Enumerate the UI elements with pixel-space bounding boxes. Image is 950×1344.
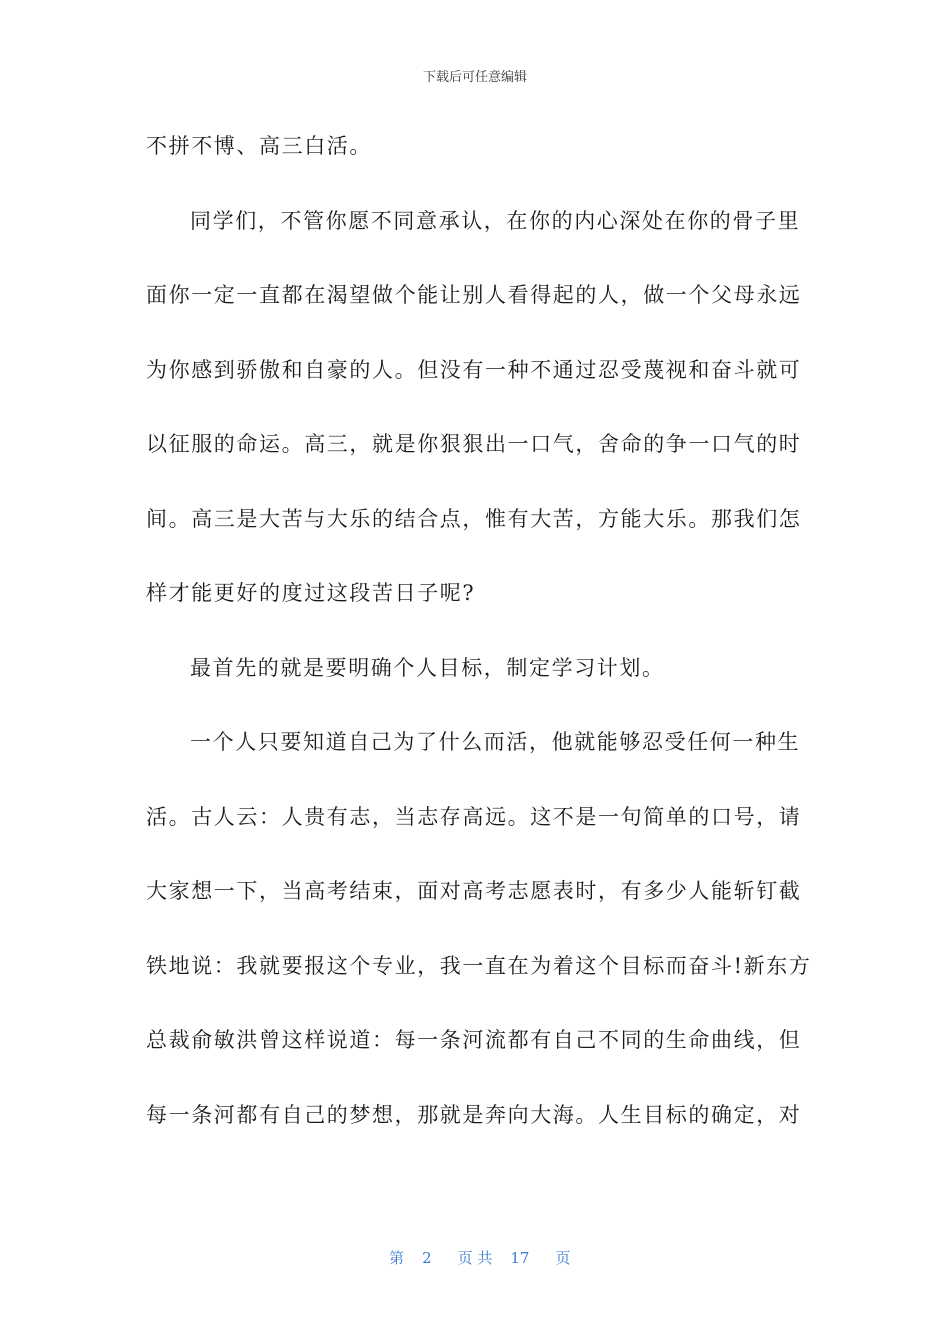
text-line: 大家想一下，当高考结束，面对高考志愿表时，有多少人能斩钉截 (146, 879, 802, 903)
paragraph-first-line: 一个人只要知道自己为了什么而活，他就能够忍受任何一种生 (190, 730, 801, 754)
text-line: 以征服的命运。高三，就是你狠狠出一口气，舍命的争一口气的时 (146, 432, 802, 456)
text-line: 样才能更好的度过这段苦日子呢? (146, 581, 476, 605)
text-line: 面你一定一直都在渴望做个能让别人看得起的人，做一个父母永远 (146, 283, 802, 307)
text-line: 铁地说：我就要报这个专业，我一直在为着这个目标而奋斗!新东方 (146, 953, 812, 978)
current-page-number: 2 (422, 1249, 432, 1267)
text-line: 每一条河都有自己的梦想，那就是奔向大海。人生目标的确定，对 (146, 1102, 802, 1127)
document-body (146, 128, 812, 1171)
paragraph-first-line: 同学们，不管你愿不同意承认，在你的内心深处在你的骨子里 (190, 208, 801, 233)
footer-suffix: 页 (555, 1249, 571, 1267)
paragraph-first-line: 最首先的就是要明确个人目标，制定学习计划。 (190, 655, 665, 680)
text-line: 不拼不博、高三白活。 (146, 134, 372, 158)
text-line: 间。高三是大苦与大乐的结合点，惟有大苦，方能大乐。那我们怎 (146, 506, 802, 531)
text-line: 活。古人云：人贵有志，当志存高远。这不是一句简单的口号，请 (146, 804, 802, 829)
footer-prefix: 第 (389, 1249, 405, 1267)
text-line: 总裁俞敏洪曾这样说道：每一条河流都有自己不同的生命曲线，但 (146, 1028, 802, 1052)
page-footer (0, 1229, 950, 1268)
total-pages-number: 17 (510, 1249, 530, 1267)
text-line: 为你感到骄傲和自豪的人。但没有一种不通过忍受蔑视和奋斗就可 (146, 357, 802, 382)
footer-middle: 页 共 (457, 1249, 493, 1267)
page-header: 下载后可任意编辑 (422, 70, 527, 85)
